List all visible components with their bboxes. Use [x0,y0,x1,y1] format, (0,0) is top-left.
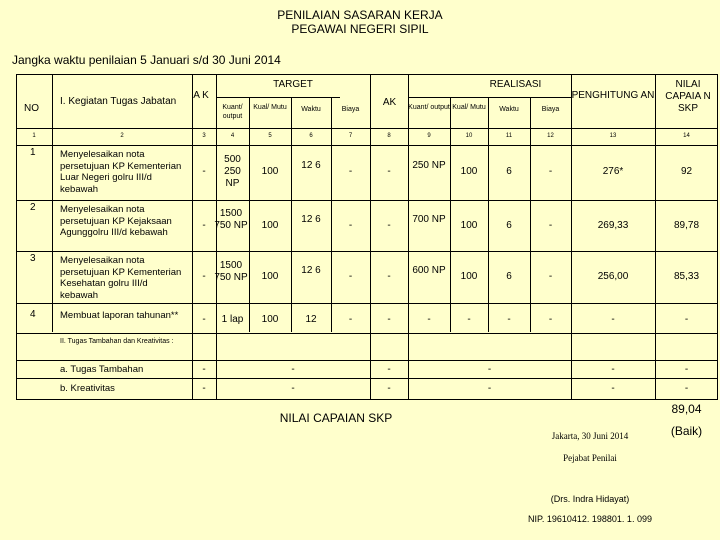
row4-ak2: - [387,314,391,325]
num-10: 10 [465,133,473,139]
row2-t-biaya: - [348,220,353,231]
col-no: NO [24,103,39,114]
row3-r-kual: 100 [460,271,478,282]
nilai-capaian-label: NILAI CAPAIAN SKP [279,411,393,425]
row2-t-kual: 100 [261,220,279,231]
row1-r-waktu: 6 [506,166,512,177]
row4-activity: Membuat laporan tahunan** [60,310,179,321]
row4-no: 4 [30,309,36,320]
assessment-period: Jangka waktu penilaian 5 Januari s/d 30 Juni 2014 [12,53,281,67]
kreativitas-nilai: - [684,383,689,394]
signature-role: Pejabat Penilai [563,453,617,463]
tugas-tambahan-realisasi: - [487,364,492,375]
col-activity: I. Kegiatan Tugas Jabatan [60,96,177,107]
num-14: 14 [683,133,690,139]
tugas-tambahan-hitung: - [611,364,615,375]
kreativitas-ak2: - [387,383,391,394]
row1-ak: - [202,166,206,177]
num-5: 5 [268,133,272,139]
row4-t-kuant: 1 lap [221,314,244,325]
kreativitas-hitung: - [611,383,615,394]
row4-r-biaya: - [548,314,553,325]
row-divider-2 [16,251,718,252]
num-6: 6 [309,133,313,139]
tugas-tambahan-target: - [291,364,295,375]
page-subtitle: PEGAWAI NEGERI SIPIL [291,22,429,36]
row4-t-biaya: - [348,314,353,325]
page-title: PENILAIAN SASARAN KERJA [277,8,443,22]
row-divider-1 [16,200,718,201]
num-4: 4 [230,133,235,139]
row1-t-kuant: 500 250 NP [224,154,241,189]
row3-r-biaya: - [548,271,553,282]
total-score: 89,04 [671,402,702,416]
tugas-tambahan-nilai: - [684,364,689,375]
section2-heading: II. Tugas Tambahan dan Kreativitas : [60,338,174,345]
col-t-kual: Kual/ Mutu [253,104,287,111]
kreativitas-ak: - [202,383,206,394]
row1-r-kuant: 250 NP [412,160,446,171]
row2-nilai: 89,78 [673,220,700,231]
row1-activity: Menyelesaikan nota persetujuan KP Kementerian Luar Negeri golru III/d kebawah [60,149,182,195]
target-divider [216,97,340,98]
col-t-waktu: Waktu [301,106,321,113]
row2-r-kual: 100 [460,220,478,231]
num-1: 1 [32,133,36,139]
row3-nilai: 85,33 [673,271,700,282]
row4-r-kual: - [467,314,471,325]
num-7: 7 [348,133,353,139]
col-t-kuant: Kuant/ output [222,104,243,120]
num-2: 2 [120,133,124,139]
row2-t-kuant: 1500 750 NP [214,208,248,231]
col-t-biaya: Biaya [341,106,360,113]
row3-ak2: - [387,271,391,282]
score-category: (Baik) [670,424,703,438]
row1-hitung: 276* [602,166,624,177]
col-realisasi: REALISASI [489,79,542,90]
row1-no: 1 [30,147,36,158]
row2-t-waktu: 12 6 [301,214,321,225]
kreativitas-realisasi: - [487,383,492,394]
row3-activity: Menyelesaikan nota persetujuan KP Kementerian Kesehatan golru III/d kebawah [60,255,182,301]
row2-r-waktu: 6 [506,220,512,231]
row4-nilai: - [684,314,689,325]
row4-t-kual: 100 [261,314,279,325]
row1-r-kual: 100 [460,166,478,177]
row4-t-waktu: 12 [305,314,317,325]
col-target: TARGET [273,79,313,90]
num-3: 3 [202,133,206,139]
row3-no: 3 [30,253,36,264]
row4-r-waktu: - [507,314,511,325]
tugas-tambahan-label: a. Tugas Tambahan [60,364,144,375]
row1-t-biaya: - [348,166,353,177]
signature-name: (Drs. Indra Hidayat) [550,494,630,504]
signature-nip: NIP. 19610412. 198801. 1. 099 [528,514,652,524]
row1-nilai: 92 [680,166,693,177]
col-r-kual: Kual/ Mutu [452,104,486,111]
num-13: 13 [609,133,617,139]
col-nilai: NILAI CAPAIA N SKP [665,79,711,114]
row-divider-6 [16,378,718,379]
row1-t-waktu: 12 6 [301,160,321,171]
row3-t-kual: 100 [261,271,279,282]
row-divider-3 [16,303,718,304]
kreativitas-label: b. Kreativitas [60,383,115,394]
row2-activity: Menyelesaikan nota persetujuan KP Kejaksaan Agunggolru III/d kebawah [60,204,172,238]
row2-hitung: 269,33 [597,220,629,231]
row2-ak2: - [387,220,391,231]
col-penghitungan: PENGHITUNG AN [571,90,655,101]
num-12: 12 [547,133,554,139]
signature-date: Jakarta, 30 Juni 2014 [551,431,629,441]
col-r-waktu: Waktu [499,106,519,113]
row2-r-biaya: - [548,220,553,231]
row2-r-kuant: 700 NP [412,214,446,225]
row-divider-5 [16,360,718,361]
row4-hitung: - [611,314,615,325]
header-divider [16,128,718,129]
numbering-divider [16,145,718,146]
row3-t-kuant: 1500 750 NP [214,260,248,283]
col-r-biaya: Biaya [541,106,560,113]
num-11: 11 [505,133,513,139]
col-r-kuant: Kuant/ output [408,104,450,111]
row1-ak2: - [387,166,391,177]
row3-hitung: 256,00 [597,271,629,282]
row1-r-biaya: - [548,166,553,177]
row3-t-biaya: - [348,271,353,282]
col-ak: A K [193,90,209,101]
num-8: 8 [387,133,391,139]
realisasi-divider [408,97,571,98]
row1-t-kual: 100 [261,166,279,177]
row3-r-kuant: 600 NP [412,265,446,276]
row3-r-waktu: 6 [506,271,512,282]
num-9: 9 [427,133,431,139]
row2-ak: - [202,220,206,231]
row2-no: 2 [30,202,36,213]
row3-t-waktu: 12 6 [301,265,321,276]
row-divider-4 [16,333,718,334]
col-ak2: AK [382,97,397,108]
kreativitas-target: - [291,383,295,394]
row3-ak: - [202,271,206,282]
tugas-tambahan-ak: - [202,364,206,375]
row4-ak: - [202,314,206,325]
row4-r-kuant: - [427,314,431,325]
tugas-tambahan-ak2: - [387,364,391,375]
